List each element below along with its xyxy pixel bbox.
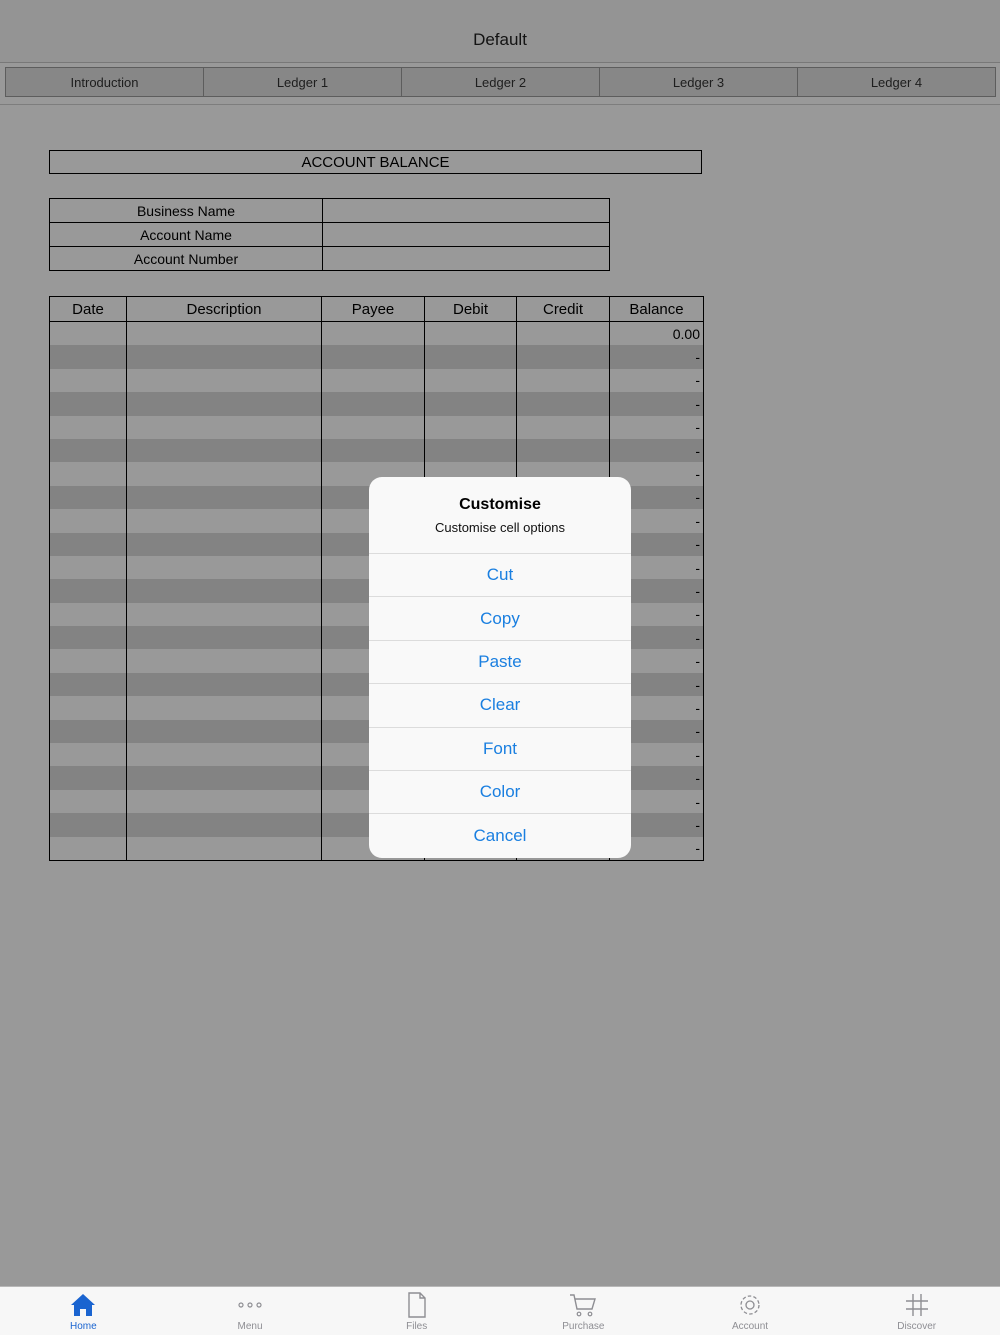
paste-button[interactable]: Paste: [369, 641, 631, 684]
alert-message: Customise cell options: [434, 520, 566, 535]
tabbar-item-purchase[interactable]: [500, 1287, 667, 1335]
balance-cell[interactable]: -: [610, 533, 704, 556]
color-button[interactable]: Color: [369, 771, 631, 814]
tabbar-label: Files: [406, 1321, 428, 1332]
alert-title: Customise: [459, 496, 541, 513]
hash-icon: [903, 1291, 931, 1319]
page-title: Default: [473, 30, 527, 49]
account-name-label[interactable]: Account Name: [50, 223, 323, 247]
balance-cell[interactable]: -: [610, 837, 704, 861]
alert-header: [369, 477, 631, 554]
column-header-date[interactable]: Date: [50, 297, 127, 322]
account-number-label[interactable]: Account Number: [50, 247, 323, 271]
balance-cell[interactable]: -: [610, 462, 704, 485]
balance-cell[interactable]: -: [610, 790, 704, 813]
tabbar-item-menu[interactable]: [167, 1287, 334, 1335]
balance-cell[interactable]: -: [610, 392, 704, 415]
customise-alert: [369, 477, 631, 858]
column-header-description[interactable]: Description: [127, 297, 322, 322]
balance-cell[interactable]: -: [610, 579, 704, 602]
balance-cell[interactable]: 0.00: [610, 322, 704, 346]
cancel-button[interactable]: Cancel: [473, 826, 527, 846]
balance-cell[interactable]: -: [610, 626, 704, 649]
clear-button[interactable]: Clear: [369, 684, 631, 727]
copy-button[interactable]: Copy: [369, 597, 631, 640]
balance-cell[interactable]: -: [610, 603, 704, 626]
balance-cell[interactable]: -: [610, 509, 704, 532]
balance-cell[interactable]: -: [610, 696, 704, 719]
sheet-title-cell[interactable]: ACCOUNT BALANCE: [49, 150, 702, 174]
tab-introduction[interactable]: Introduction: [5, 67, 204, 97]
balance-cell[interactable]: -: [610, 649, 704, 672]
balance-cell[interactable]: -: [610, 369, 704, 392]
tabbar-item-account[interactable]: [667, 1287, 834, 1335]
document-icon: [403, 1291, 431, 1319]
tabbar-label: Menu: [237, 1321, 263, 1332]
home-icon: [69, 1291, 97, 1319]
balance-cell[interactable]: -: [610, 766, 704, 789]
cart-icon: [569, 1291, 597, 1319]
tabbar-label: Discover: [897, 1321, 937, 1332]
balance-cell[interactable]: -: [610, 345, 704, 368]
tabbar-label: Home: [69, 1321, 97, 1332]
balance-cell[interactable]: -: [610, 556, 704, 579]
balance-cell[interactable]: -: [610, 486, 704, 509]
tab-ledger-2[interactable]: Ledger 2: [401, 67, 600, 97]
gear-icon: [736, 1291, 764, 1319]
column-header-payee[interactable]: Payee: [322, 297, 425, 322]
balance-cell[interactable]: -: [610, 720, 704, 743]
tabbar-item-home[interactable]: [0, 1287, 167, 1335]
balance-cell[interactable]: -: [610, 416, 704, 439]
tab-ledger-3[interactable]: Ledger 3: [599, 67, 798, 97]
balance-cell[interactable]: -: [610, 439, 704, 462]
tabbar-label: Purchase: [562, 1321, 605, 1332]
tab-ledger-1[interactable]: Ledger 1: [203, 67, 402, 97]
tabbar-label: Account: [731, 1321, 769, 1332]
column-header-balance[interactable]: Balance: [610, 297, 704, 322]
tabbar-item-files[interactable]: [333, 1287, 500, 1335]
more-icon: [236, 1291, 264, 1319]
balance-cell[interactable]: -: [610, 813, 704, 836]
column-header-credit[interactable]: Credit: [517, 297, 610, 322]
font-button[interactable]: Font: [369, 728, 631, 771]
balance-cell[interactable]: -: [610, 673, 704, 696]
tab-bar: [0, 1286, 1000, 1335]
tab-ledger-4[interactable]: Ledger 4: [797, 67, 996, 97]
tabbar-item-discover[interactable]: [833, 1287, 1000, 1335]
column-header-debit[interactable]: Debit: [425, 297, 517, 322]
cut-button[interactable]: Cut: [369, 554, 631, 597]
balance-cell[interactable]: -: [610, 743, 704, 766]
business-name-label[interactable]: Business Name: [50, 199, 323, 223]
